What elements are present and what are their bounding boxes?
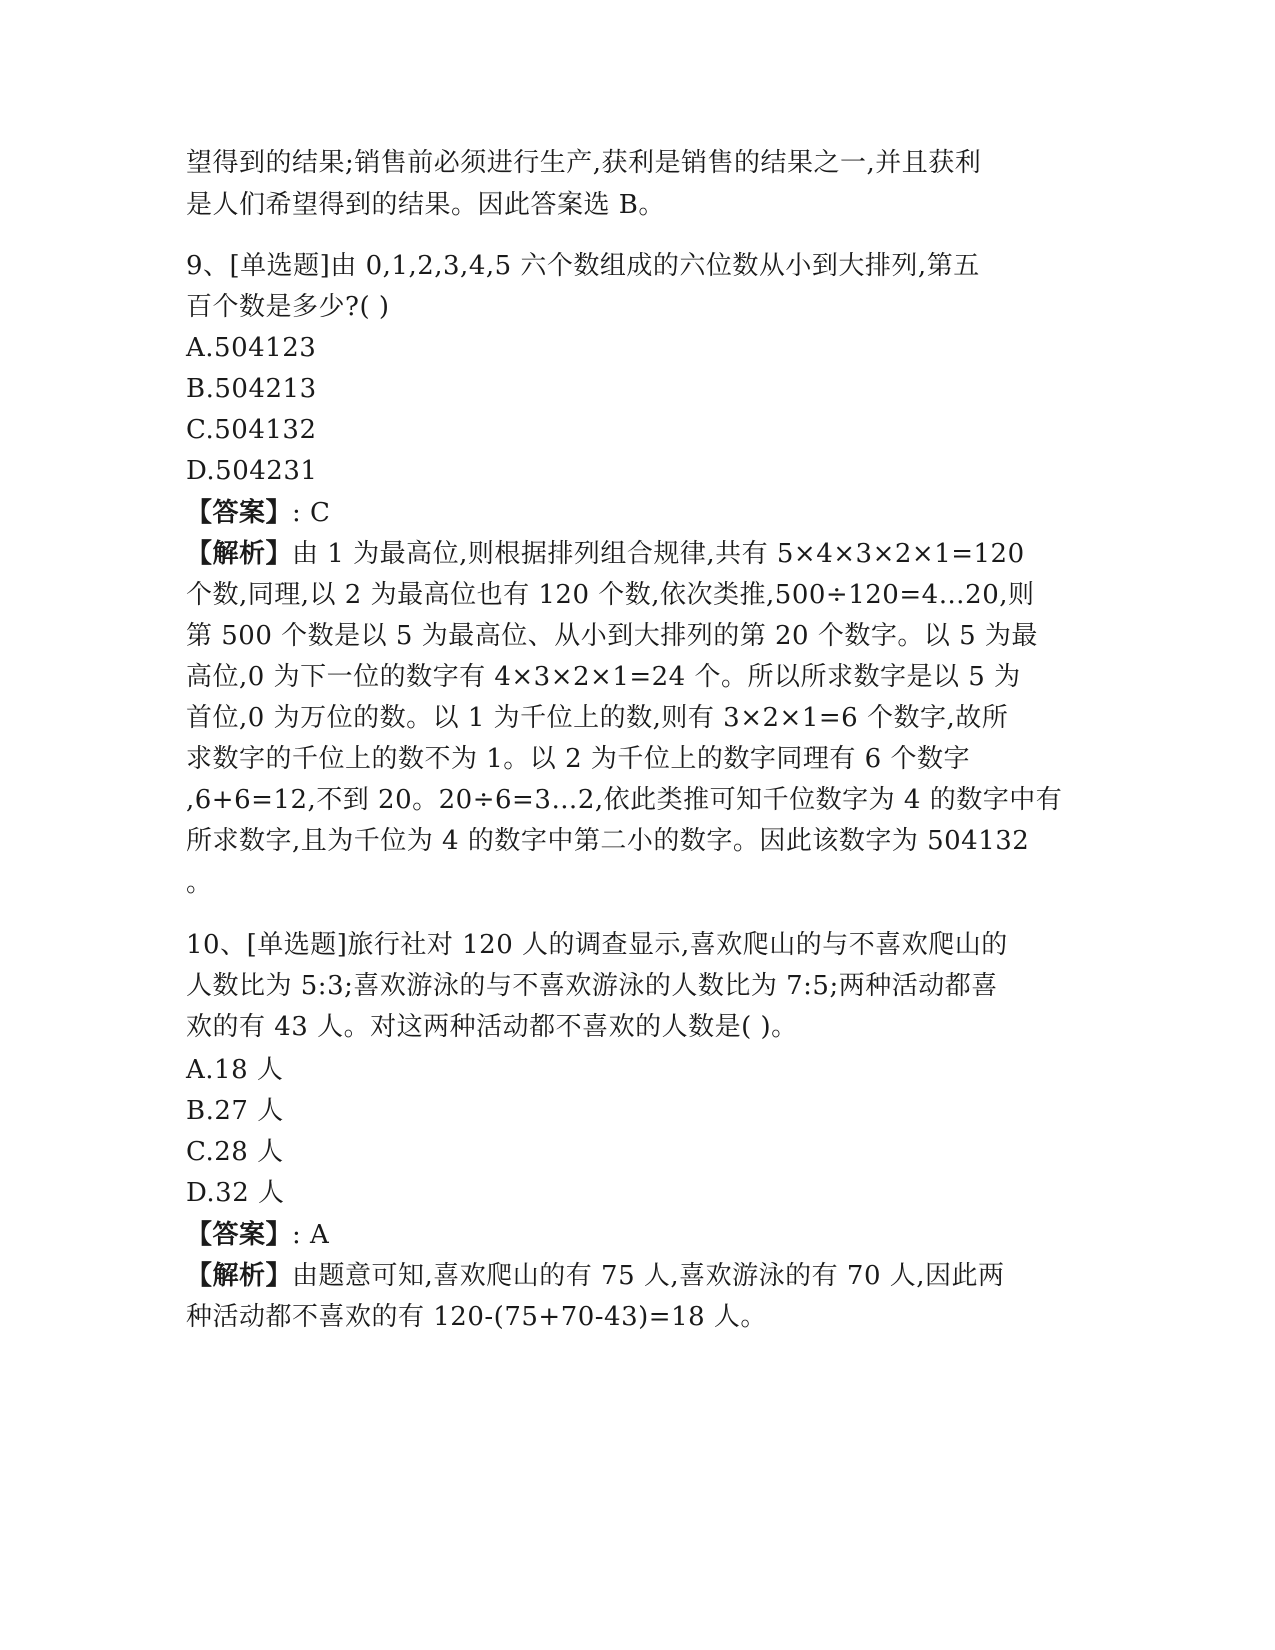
q9-option-c: C.504132 [186, 415, 317, 445]
q9-analysis-line-5: 首位,0 为万位的数。以 1 为千位上的数,则有 3×2×1=6 个数字,故所 [186, 703, 1009, 733]
q10-analysis-line-2: 种活动都不喜欢的有 120-(75+70-43)=18 人。 [186, 1302, 767, 1332]
q10-answer-label: 【答案】 [186, 1220, 293, 1250]
q9-stem-line-1: 9、[单选题]由 0,1,2,3,4,5 六个数组成的六位数从小到大排列,第五 [186, 251, 980, 281]
q10-analysis-line-1 [186, 1259, 1005, 1293]
q9-analysis-line-8: 所求数字,且为千位为 4 的数字中第二小的数字。因此该数字为 504132 [186, 826, 1030, 856]
q9-stem-line-2: 百个数是多少?( ) [186, 292, 390, 322]
q9-analysis-label: 【解析】 [186, 539, 293, 569]
prev-analysis-line-1: 望得到的结果;销售前必须进行生产,获利是销售的结果之一,并且获利 [186, 148, 982, 178]
q10-analysis-label: 【解析】 [186, 1261, 293, 1291]
q10-option-b: B.27 人 [186, 1096, 284, 1126]
q9-analysis-line-7: ,6+6=12,不到 20。20÷6=3…2,依此类推可知千位数字为 4 的数字中有 [186, 785, 1063, 815]
q10-answer-value: : A [292, 1220, 330, 1250]
q9-answer [186, 496, 330, 530]
q9-option-a: A.504123 [186, 333, 317, 363]
prev-analysis-line-2: 是人们希望得到的结果。因此答案选 B。 [186, 190, 665, 220]
q10-stem-line-1: 10、[单选题]旅行社对 120 人的调查显示,喜欢爬山的与不喜欢爬山的 [186, 930, 1008, 960]
q10-stem-line-2: 人数比为 5:3;喜欢游泳的与不喜欢游泳的人数比为 7:5;两种活动都喜 [186, 971, 998, 1001]
q9-analysis-line-6: 求数字的千位上的数不为 1。以 2 为千位上的数字同理有 6 个数字 [186, 744, 970, 774]
q9-analysis-text-1: 由 1 为最高位,则根据排列组合规律,共有 5×4×3×2×1=120 [292, 539, 1025, 569]
q10-option-a: A.18 人 [186, 1055, 284, 1085]
q9-answer-label: 【答案】 [186, 498, 293, 528]
q9-option-b: B.504213 [186, 374, 317, 404]
q9-analysis-line-9: 。 [186, 868, 213, 898]
q10-option-c: C.28 人 [186, 1137, 284, 1167]
q9-option-d: D.504231 [186, 456, 318, 486]
q9-analysis-line-3: 第 500 个数是以 5 为最高位、从小到大排列的第 20 个数字。以 5 为最 [186, 621, 1038, 651]
q9-analysis-line-4: 高位,0 为下一位的数字有 4×3×2×1=24 个。所以所求数字是以 5 为 [186, 662, 1021, 692]
q10-analysis-text-1: 由题意可知,喜欢爬山的有 75 人,喜欢游泳的有 70 人,因此两 [292, 1261, 1005, 1291]
q10-stem-line-3: 欢的有 43 人。对这两种活动都不喜欢的人数是( )。 [186, 1012, 798, 1042]
q9-analysis-line-1 [186, 537, 1025, 571]
q10-answer [186, 1218, 329, 1252]
q10-option-d: D.32 人 [186, 1178, 285, 1208]
q9-analysis-line-2: 个数,同理,以 2 为最高位也有 120 个数,依次类推,500÷120=4…20,则 [186, 580, 1035, 610]
q9-answer-value: : C [292, 498, 331, 528]
